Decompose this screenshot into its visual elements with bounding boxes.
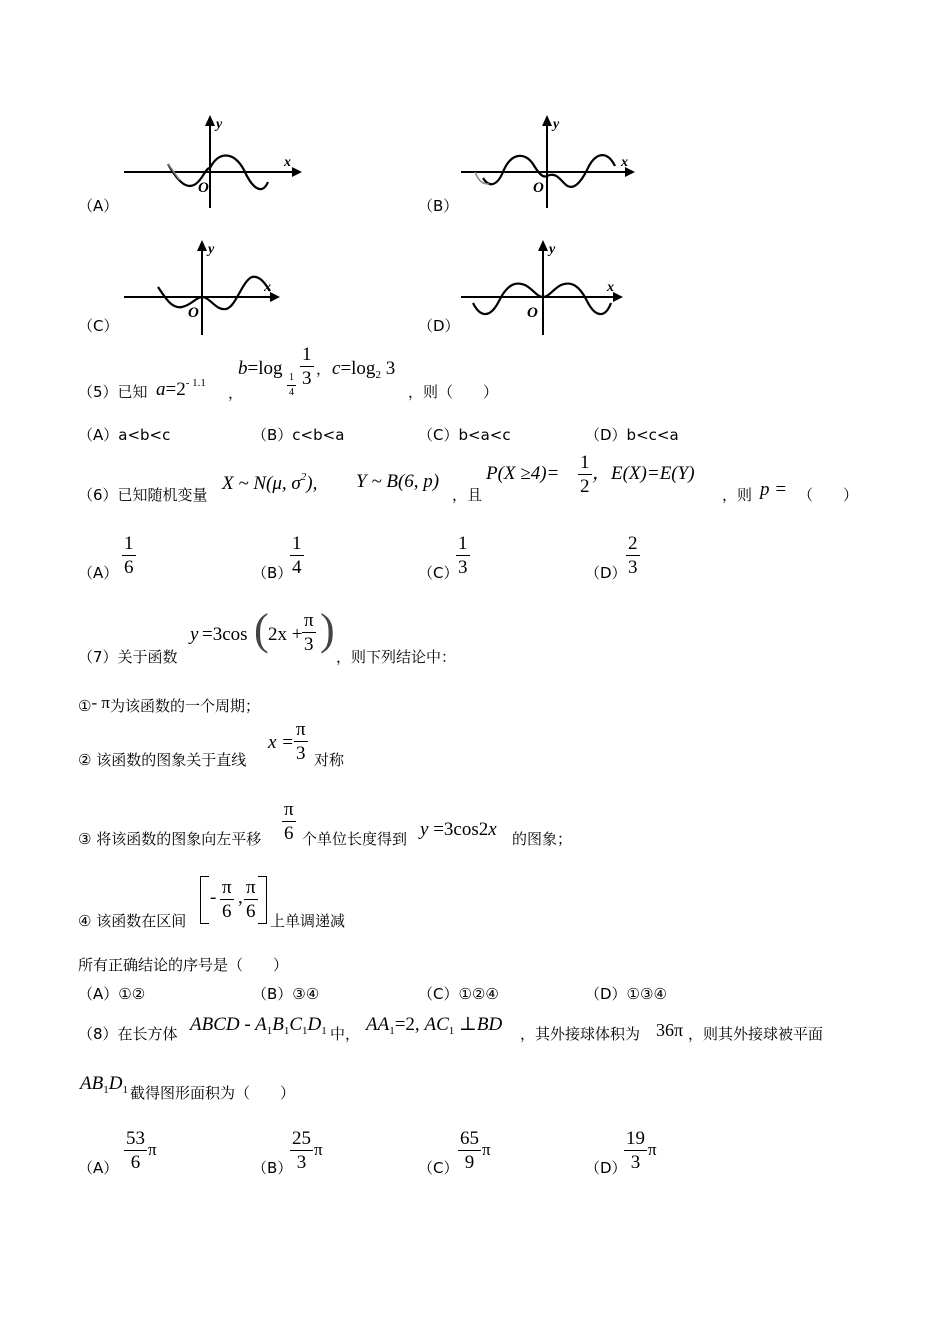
q5-prefix: （5）已知 [78, 383, 148, 401]
q4-c-label: （C） [78, 317, 119, 335]
q7-s4-left-bracket [200, 876, 209, 924]
svg-text:x: x [284, 155, 291, 170]
q7-s3-frac: $\frac{\pi}{6}$ [284, 799, 294, 844]
svg-text:y: y [208, 242, 215, 257]
q7-option-a: （A）①② [78, 985, 146, 1003]
q6-option-b: $\frac{1}{4}$ [292, 533, 302, 578]
q5-option-a: （A）a<b<c [78, 426, 171, 444]
q8-option-b: $\frac{25}{3}$ [292, 1128, 311, 1173]
q6-option-d: $\frac{2}{3}$ [628, 533, 638, 578]
q7-statement-3: ③ 将该函数的图象向左平移 [78, 830, 262, 848]
q7-prefix: （7）关于函数 [78, 648, 178, 666]
svg-text:O: O [188, 305, 199, 321]
graph-b [455, 112, 645, 212]
q7-option-c: （C）①②④ [418, 985, 499, 1003]
q6-var: p = [760, 479, 788, 500]
q7-statement-4: ④ 该函数在区间 [78, 912, 187, 930]
q5-b-base: $\frac{1}{4}$ [289, 372, 294, 398]
q6-option-a: $\frac{1}{6}$ [124, 533, 134, 578]
q6-dist1: X ~ N(μ, $\sigma^2$), [222, 471, 318, 494]
q8-solid: ABCD - $A_1B_1C_1D_1$ [190, 1014, 327, 1037]
q4-d-label: （D） [418, 317, 460, 335]
q8-volume: 36π [656, 1020, 684, 1040]
q7-statement-1: ①- π为该函数的一个周期； [78, 693, 260, 715]
svg-text:O: O [198, 180, 209, 196]
q4-b-label: （B） [418, 197, 459, 215]
graph-c [118, 237, 308, 337]
q5-option-c: （C）b<a<c [418, 426, 511, 444]
q7-s4-frac2: $\frac{\pi}{6}$ [246, 877, 256, 922]
q7-s4-frac1: $\frac{\pi}{6}$ [222, 877, 232, 922]
q8-option-d: $\frac{19}{3}$ [626, 1128, 645, 1173]
q6-option-c: $\frac{1}{3}$ [458, 533, 468, 578]
q8-option-a: $\frac{53}{6}$ [126, 1128, 145, 1173]
q6-prefix: （6）已知随机变量 [78, 486, 208, 504]
svg-text:x: x [607, 280, 614, 295]
q7-func-frac: $\frac{\pi}{3}$ [304, 610, 314, 655]
svg-text:x: x [264, 280, 271, 295]
q5-b-arg: $\frac{1}{3}$ [302, 344, 312, 389]
q5-c-expr: $c=\log_2$ 3 [332, 358, 396, 381]
q6-expect: ，E(X)=E(Y) [592, 463, 695, 484]
graph-d [455, 237, 645, 337]
q8-plane: $AB_1D_1$ [80, 1073, 128, 1096]
q5-option-d: （D）b<c<a [585, 426, 679, 444]
q8-prefix: （8）在长方体 [78, 1025, 178, 1043]
svg-text:O: O [533, 180, 544, 196]
q7-option-d: （D）①③④ [585, 985, 667, 1003]
q7-function: y [190, 624, 199, 645]
svg-text:y: y [216, 117, 223, 132]
q6-dist2: Y ~ B(6, p) [356, 471, 440, 492]
q5-option-b: （B）c<b<a [252, 426, 345, 444]
q5-b-expr: b=log [238, 358, 283, 379]
q7-s4-right-bracket [258, 876, 267, 924]
svg-text:O: O [527, 305, 538, 321]
q7-s2-frac: $\frac{\pi}{3}$ [296, 719, 306, 764]
q7-question: 所有正确结论的序号是（ ） [78, 956, 289, 974]
q8-option-c: $\frac{65}{9}$ [460, 1128, 479, 1173]
q4-a-label: （A） [78, 197, 119, 215]
q7-option-b: （B）③④ [252, 985, 320, 1003]
svg-text:y: y [549, 242, 556, 257]
graph-a [118, 112, 308, 212]
q5-a-expr: $a=2^{- 1.1}$ [156, 377, 206, 400]
svg-text:y: y [553, 117, 560, 132]
q7-statement-2: ② 该函数的图象关于直线 [78, 751, 247, 769]
svg-text:x: x [621, 155, 628, 170]
q8-conditions: $AA_1=2$, $AC_1$ ⊥BD [366, 1014, 503, 1037]
q6-prob-frac: $\frac{1}{2}$ [580, 452, 590, 497]
q6-prob: P(X ≥4)= [486, 463, 560, 484]
